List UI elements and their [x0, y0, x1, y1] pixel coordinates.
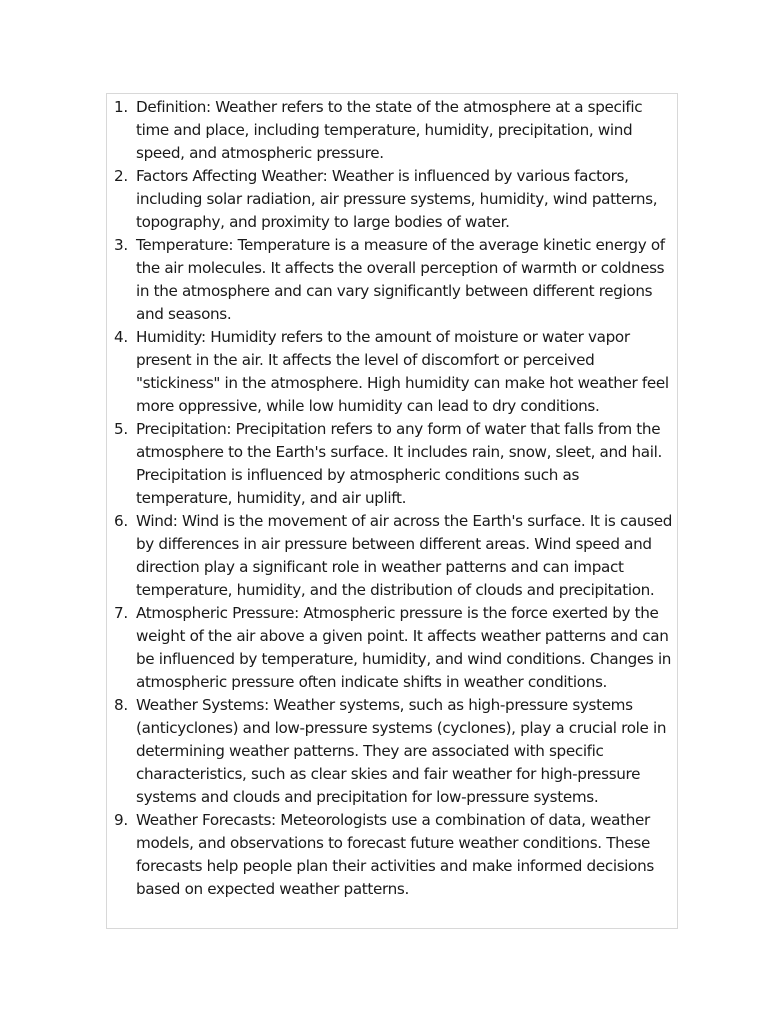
list-item-text: Humidity: Humidity refers to the amount of moisture or water vapor present in the air. It affects the level of discomfort or perceived "stickiness" in the atmosphere. High humidity can make hot weather feel more oppressive, while low humidity can lead to dry conditions. [136, 328, 669, 415]
list-item-text: Temperature: Temperature is a measure of the average kinetic energy of the air molecules. It affects the overall perception of warmth or coldness in the atmosphere and can vary significantly between different regions and seasons. [136, 236, 665, 323]
list-item-number: 2. [114, 167, 128, 185]
list-item-number: 4. [114, 328, 128, 346]
list-item-number: 9. [114, 811, 128, 829]
list-item [107, 326, 673, 418]
list-item-text: Atmospheric Pressure: Atmospheric pressure is the force exerted by the weight of the air above a given point. It affects weather patterns and can be influenced by temperature, humidity, and wind conditions. Changes in atmospheric pressure often indicate shifts in weather conditions. [136, 604, 672, 691]
list-item-text: Precipitation: Precipitation refers to any form of water that falls from the atmosphere to the Earth's surface. It includes rain, snow, sleet, and hail. Precipitation is influenced by atmospheric conditions such as temperature, humidity, and air uplift. [136, 420, 662, 507]
document-page [106, 93, 678, 929]
list-item-number: 1. [114, 98, 128, 116]
list-item [107, 165, 673, 234]
list-item-number: 3. [114, 236, 128, 254]
list-item-text: Definition: Weather refers to the state of the atmosphere at a specific time and place, including temperature, humidity, precipitation, wind speed, and atmospheric pressure. [136, 98, 643, 162]
numbered-list [107, 94, 677, 901]
list-item-text: Weather Systems: Weather systems, such as high-pressure systems (anticyclones) and low-pressure systems (cyclones), play a crucial role in determining weather patterns. They are associated with specific characteristics, such as clear skies and fair weather for high-pressure systems and clouds and precipitation for low-pressure systems. [136, 696, 667, 806]
list-item [107, 602, 673, 694]
list-item-number: 6. [114, 512, 128, 530]
list-item-number: 7. [114, 604, 128, 622]
list-item [107, 418, 673, 510]
list-item-number: 5. [114, 420, 128, 438]
list-item [107, 510, 673, 602]
list-item [107, 96, 673, 165]
list-item-text: Weather Forecasts: Meteorologists use a combination of data, weather models, and observations to forecast future weather conditions. These forecasts help people plan their activities and make informed decisions based on expected weather patterns. [136, 811, 654, 898]
list-item [107, 809, 673, 901]
list-item [107, 694, 673, 809]
list-item-number: 8. [114, 696, 128, 714]
list-item-text: Factors Affecting Weather: Weather is influenced by various factors, including solar radiation, air pressure systems, humidity, wind patterns, topography, and proximity to large bodies of water. [136, 167, 658, 231]
list-item-text: Wind: Wind is the movement of air across the Earth's surface. It is caused by differences in air pressure between different areas. Wind speed and direction play a significant role in weather patterns and can impact temperature, humidity, and the distribution of clouds and precipitation. [136, 512, 673, 599]
list-item [107, 234, 673, 326]
